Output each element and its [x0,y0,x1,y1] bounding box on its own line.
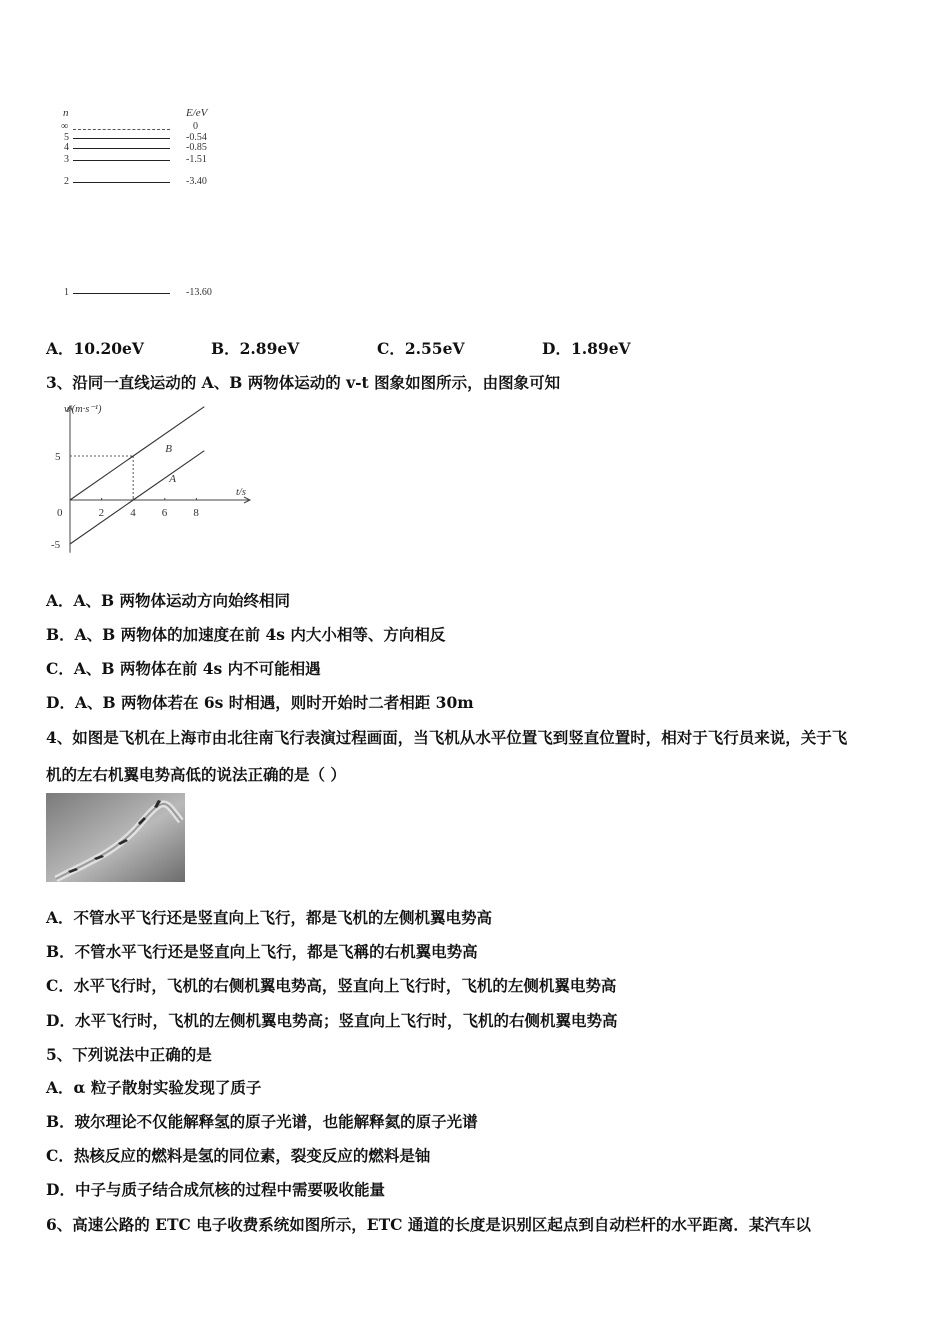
level-e-1: -13.60 [186,287,212,298]
q5-option-a: A．α 粒子散射实验发现了质子 [46,1078,262,1097]
level-e-5: -0.54 [186,132,207,143]
level-n-5: 5 [64,132,69,143]
q2-option-a: A．10.20eV [46,339,144,358]
y-tick-5: 5 [55,451,61,463]
chart-ylabel: v/(m·s⁻¹) [64,404,102,415]
q4-option-a: A．不管水平飞行还是竖直向上飞行，都是飞机的左侧机翼电势高 [46,908,493,927]
q2-option-d: D．1.89eV [542,339,631,358]
q3-stem: 3、沿同一直线运动的 A、B 两物体运动的 v-t 图象如图所示，由图象可知 [46,373,561,392]
x-tick-8: 8 [193,507,199,519]
level-e-4: -0.85 [186,142,207,153]
level-e-inf: 0 [193,121,198,132]
chart-xlabel: t/s [236,487,246,498]
level-line-2 [73,182,170,183]
series-line-B [70,407,204,500]
q2-option-b: B．2.89eV [211,339,300,358]
level-e-3: -1.51 [186,154,207,165]
q3-option-a: A．A、B 两物体运动方向始终相同 [46,591,291,610]
level-line-1 [73,293,170,294]
q4-stem-line2: 机的左右机翼电势高低的说法正确的是（ ） [46,765,346,784]
q2-option-c: C．2.55eV [377,339,465,358]
q5-option-c: C．热核反应的燃料是氢的同位素，裂变反应的燃料是铀 [46,1146,431,1165]
level-line-4 [73,148,170,149]
series-label-A: A [169,473,176,485]
level-line-5 [73,138,170,139]
energy-axis-label: E/eV [186,107,208,119]
level-n-4: 4 [64,142,69,153]
x-tick-4: 4 [130,507,136,519]
x-tick-6: 6 [161,507,168,519]
level-line-inf [73,129,170,130]
q4-option-d: D．水平飞行时，飞机的左侧机翼电势高；竖直向上飞行时，飞机的右侧机翼电势高 [46,1011,618,1030]
q5-option-d: D．中子与质子结合成氘核的过程中需要吸收能量 [46,1180,385,1199]
level-n-inf: ∞ [61,121,69,132]
q5-stem: 5、下列说法中正确的是 [46,1045,212,1064]
level-n-1: 1 [64,287,69,298]
series-line-A [70,451,204,544]
y-tick--5: -5 [51,539,61,551]
q4-option-b: B．不管水平飞行还是竖直向上飞行，都是飞稱的右机翼电势高 [46,942,478,961]
n-axis-label: n [63,107,69,119]
q3-option-c: C．A、B 两物体在前 4s 内不可能相遇 [46,659,321,678]
level-line-3 [73,160,170,161]
level-n-3: 3 [64,154,69,165]
vt-chart [44,398,259,563]
q4-option-c: C．水平飞行时，飞机的右侧机翼电势高，竖直向上飞行时，飞机的左侧机翼电势高 [46,976,617,995]
q5-option-b: B．玻尔理论不仅能解释氢的原子光谱，也能解释氦的原子光谱 [46,1112,478,1131]
q3-option-d: D．A、B 两物体若在 6s 时相遇，则时开始时二者相距 30m [46,693,474,712]
q4-stem-line1: 4、如图是飞机在上海市由北往南飞行表演过程画面，当飞机从水平位置飞到竖直位置时，相对于飞行员来说，关于飞 [46,728,848,747]
x-tick-0: 0 [57,507,63,519]
q3-option-b: B．A、B 两物体的加速度在前 4s 内大小相等、方向相反 [46,625,446,644]
airshow-photo [46,793,185,882]
level-n-2: 2 [64,176,69,187]
energy-level-diagram [55,105,235,305]
x-tick-2: 2 [98,507,105,519]
q6-stem: 6、高速公路的 ETC 电子收费系统如图所示，ETC 通道的长度是识别区起点到自动栏杆的水平距离．某汽车以 [46,1215,811,1234]
level-e-2: -3.40 [186,176,207,187]
series-label-B: B [165,443,172,455]
